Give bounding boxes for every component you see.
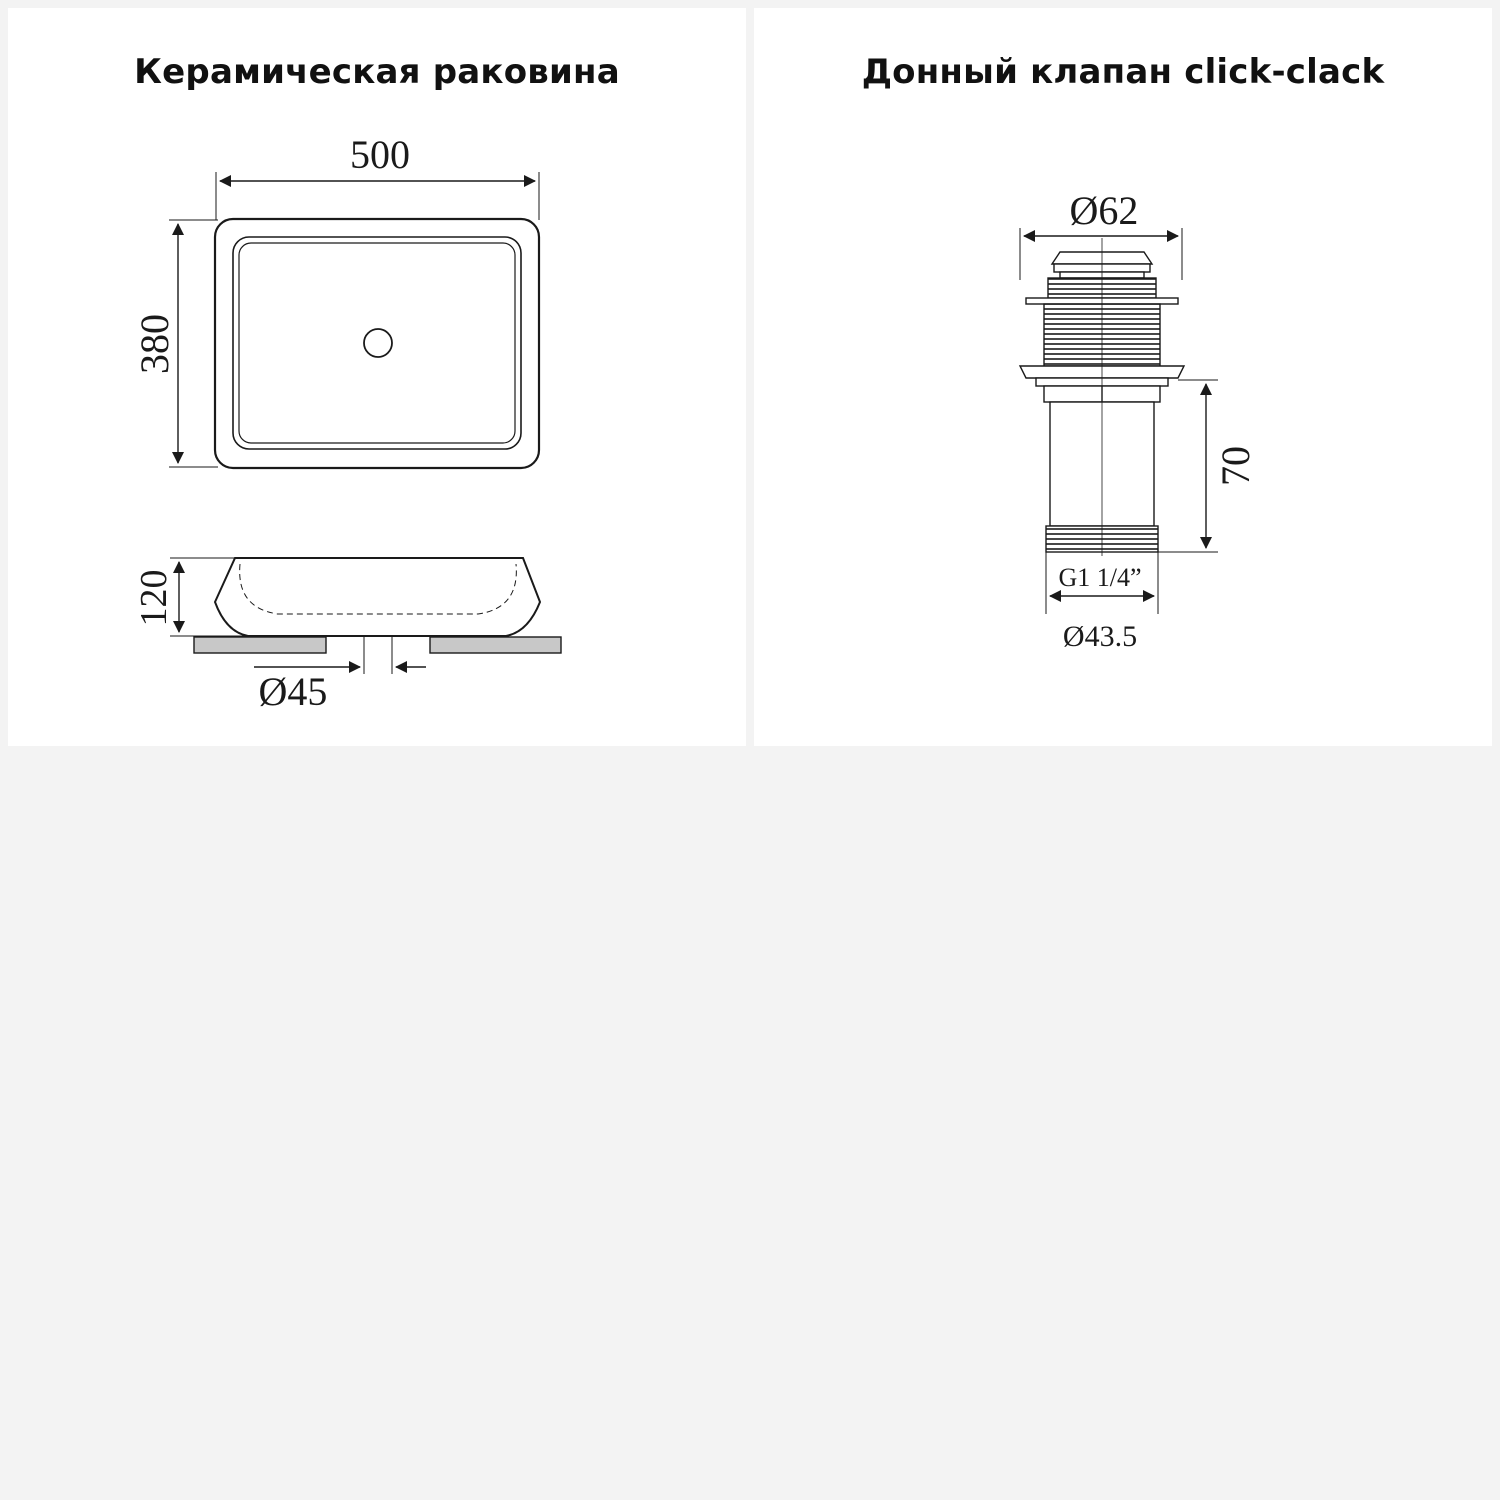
sink-title: Керамическая раковина	[134, 52, 620, 92]
sink-top-view	[215, 219, 539, 468]
sink-bowl-inner	[239, 243, 515, 443]
cap-diameter-value: Ø62	[1069, 188, 1139, 233]
sink-outer-rim	[215, 219, 539, 468]
valve-panel	[754, 8, 1492, 746]
thread-diameter-value: Ø43.5	[1062, 620, 1138, 653]
sink-bowl-outer	[233, 237, 521, 449]
valve-body	[1020, 238, 1184, 556]
drain-hole	[364, 329, 392, 357]
thread-label: G1 1/4”	[1058, 563, 1142, 592]
width-value: 500	[350, 132, 410, 177]
valve-title: Донный клапан click-clack	[861, 52, 1385, 92]
sink-drawing	[8, 8, 746, 746]
body-length-dimension	[1158, 380, 1218, 552]
body-length-value: 70	[1213, 446, 1258, 486]
countertop-left	[194, 637, 326, 653]
sink-panel	[8, 8, 746, 746]
height-value: 120	[133, 569, 175, 627]
depth-value: 380	[132, 314, 177, 374]
width-dimension	[216, 172, 539, 220]
drain-diameter-value: Ø45	[258, 669, 328, 714]
sink-side-view	[194, 558, 561, 674]
valve-drawing	[754, 8, 1492, 746]
countertop-right	[430, 637, 561, 653]
